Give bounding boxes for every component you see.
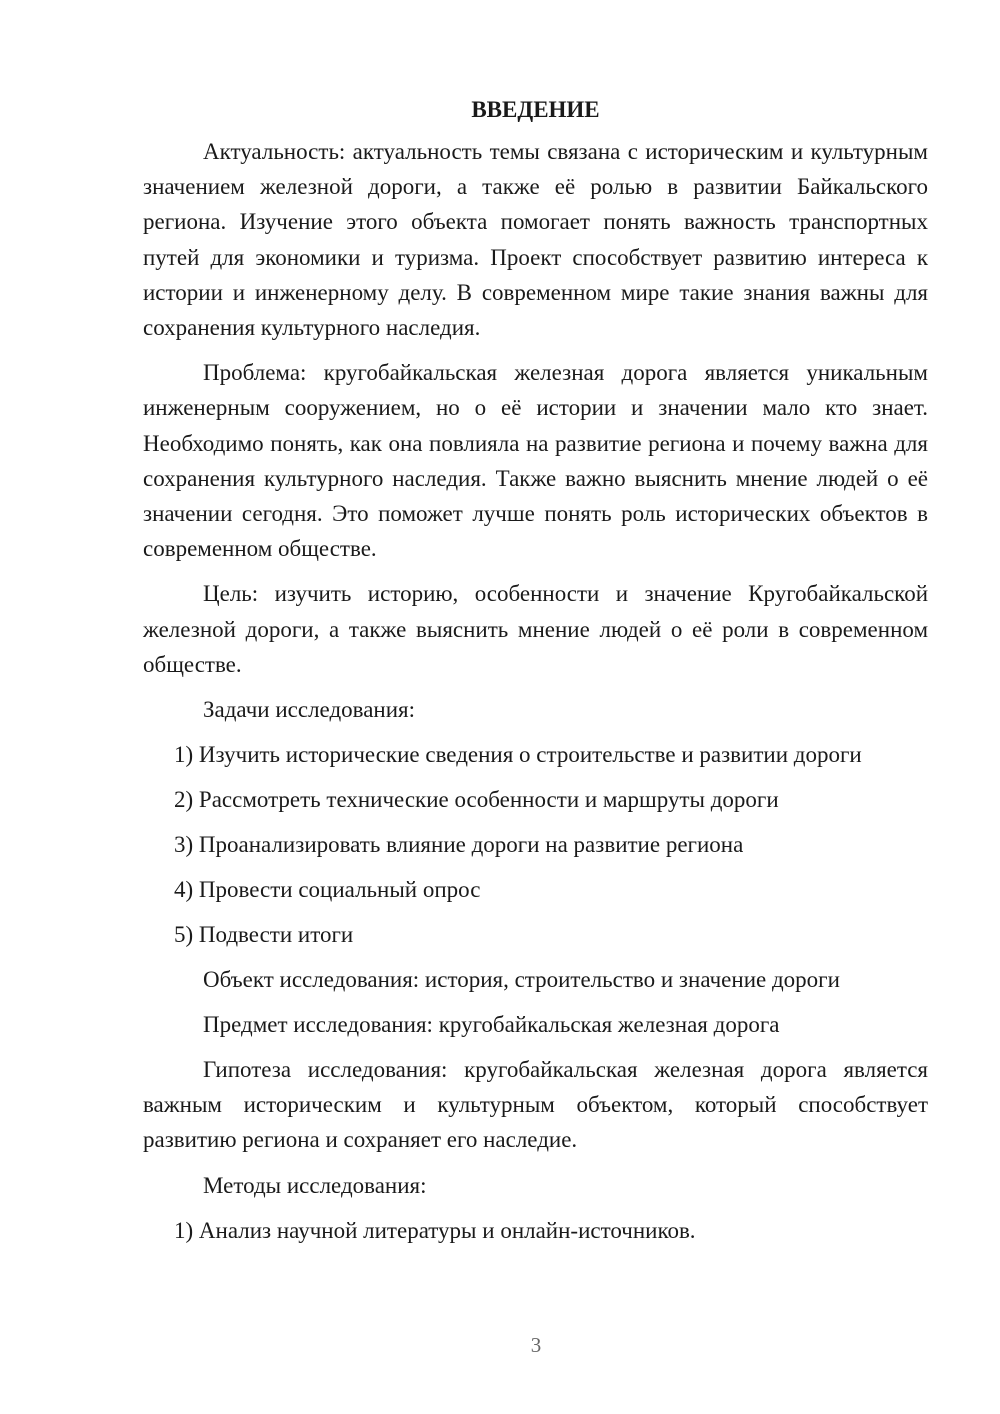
methods-title: Методы исследования: xyxy=(203,1172,427,1198)
problem-paragraph: Проблема: кругобайкальская железная дорога является уникальным инженерным сооружением, но о её истории и значении мало кто знает. Необходимо понять, как она повлияла на развитие региона и почему важна для сохранения культурного наследия. Также важно выяснить мнение людей о её значении сегодня. Это поможет лучше понять роль исторических объектов в современном обществе. xyxy=(143,360,928,562)
task-item-4: 4) Провести социальный опрос xyxy=(174,877,481,903)
method-item-1: 1) Анализ научной литературы и онлайн-источников. xyxy=(174,1217,696,1243)
task-item-2: 2) Рассмотреть технические особенности и маршруты дороги xyxy=(174,787,779,813)
page-number: 3 xyxy=(530,1333,542,1357)
document-heading: ВВЕДЕНИЕ xyxy=(471,97,600,122)
research-subject: Предмет исследования: кругобайкальская железная дорога xyxy=(203,1012,780,1038)
hypothesis-paragraph: Гипотеза исследования: кругобайкальская железная дорога является важным историческим и культурным объектом, который способствует развитию региона и сохраняет его наследие. xyxy=(143,1057,928,1153)
task-item-5: 5) Подвести итоги xyxy=(174,922,354,948)
task-item-1: 1) Изучить исторические сведения о строительстве и развитии дороги xyxy=(174,742,862,768)
relevance-paragraph: Актуальность: актуальность темы связана с историческим и культурным значением железной дороги, а также её ролью в развитии Байкальского региона. Изучение этого объекта помогает понять важность транспортных путей для экономики и туризма. Проект способствует развитию интереса к истории и инженерному делу. В современном мире такие знания важны для сохранения культурного наследия. xyxy=(143,139,928,341)
document-page xyxy=(143,92,928,1258)
research-object: Объект исследования: история, строительство и значение дороги xyxy=(203,967,840,993)
tasks-title: Задачи исследования: xyxy=(203,697,416,723)
task-item-3: 3) Проанализировать влияние дороги на развитие региона xyxy=(174,832,744,858)
goal-paragraph: Цель: изучить историю, особенности и значение Кругобайкальской железной дороги, а также выяснить мнение людей о её роли в современном обществе. xyxy=(143,581,928,677)
